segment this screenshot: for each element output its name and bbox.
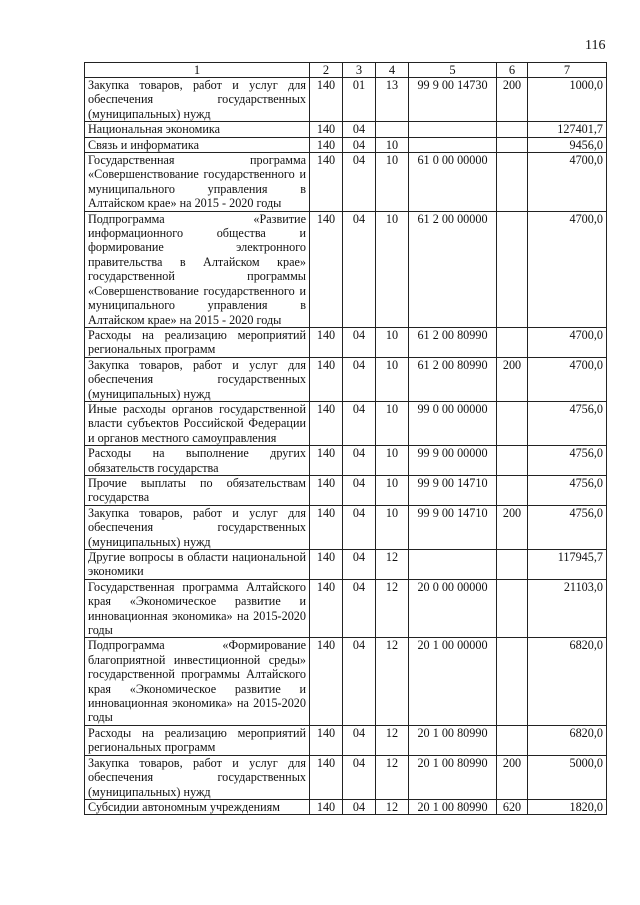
amount: 21103,0 [528, 579, 607, 638]
column-header: 4 [376, 63, 409, 78]
code-subsection: 10 [376, 153, 409, 212]
item-name: Связь и информатика [85, 137, 310, 152]
header-row [85, 63, 607, 78]
amount: 4756,0 [528, 446, 607, 476]
item-name: Расходы на выполнение других обязательств государства [85, 446, 310, 476]
code-ministry: 140 [310, 550, 343, 580]
code-ministry: 140 [310, 725, 343, 755]
code-section: 04 [343, 550, 376, 580]
table-row [85, 327, 607, 357]
code-ministry: 140 [310, 137, 343, 152]
code-subsection: 12 [376, 725, 409, 755]
column-header: 6 [497, 63, 528, 78]
table-row [85, 446, 607, 476]
code-section: 04 [343, 799, 376, 814]
code-target-article: 61 2 00 00000 [409, 211, 497, 327]
code-target-article [409, 137, 497, 152]
code-expense-type [497, 122, 528, 137]
code-ministry: 140 [310, 211, 343, 327]
code-subsection: 10 [376, 211, 409, 327]
amount: 4700,0 [528, 357, 607, 401]
code-expense-type: 200 [497, 755, 528, 799]
code-ministry: 140 [310, 579, 343, 638]
column-header: 2 [310, 63, 343, 78]
code-target-article: 20 1 00 00000 [409, 638, 497, 725]
code-section: 01 [343, 78, 376, 122]
code-expense-type [497, 725, 528, 755]
code-ministry: 140 [310, 446, 343, 476]
code-subsection: 10 [376, 475, 409, 505]
code-ministry: 140 [310, 475, 343, 505]
code-section: 04 [343, 211, 376, 327]
table-row [85, 78, 607, 122]
budget-table [84, 62, 607, 815]
amount: 4756,0 [528, 401, 607, 445]
table-row [85, 137, 607, 152]
item-name: Другие вопросы в области национальной экономики [85, 550, 310, 580]
code-section: 04 [343, 153, 376, 212]
table-row [85, 122, 607, 137]
code-section: 04 [343, 638, 376, 725]
code-expense-type [497, 638, 528, 725]
table-body [85, 78, 607, 815]
item-name: Закупка товаров, работ и услуг для обеспечения государственных (муниципальных) нужд [85, 357, 310, 401]
code-subsection: 10 [376, 357, 409, 401]
code-ministry: 140 [310, 755, 343, 799]
code-target-article: 99 0 00 00000 [409, 401, 497, 445]
item-name: Прочие выплаты по обязательствам государства [85, 475, 310, 505]
code-expense-type [497, 153, 528, 212]
code-section: 04 [343, 446, 376, 476]
item-name: Закупка товаров, работ и услуг для обеспечения государственных (муниципальных) нужд [85, 755, 310, 799]
code-section: 04 [343, 725, 376, 755]
code-subsection: 12 [376, 799, 409, 814]
amount: 117945,7 [528, 550, 607, 580]
code-expense-type [497, 579, 528, 638]
amount: 9456,0 [528, 137, 607, 152]
code-expense-type: 200 [497, 78, 528, 122]
code-target-article: 61 2 00 80990 [409, 357, 497, 401]
code-subsection: 10 [376, 446, 409, 476]
code-subsection: 10 [376, 505, 409, 549]
table-row [85, 755, 607, 799]
item-name: Закупка товаров, работ и услуг для обеспечения государственных (муниципальных) нужд [85, 505, 310, 549]
code-target-article: 20 1 00 80990 [409, 725, 497, 755]
column-header: 3 [343, 63, 376, 78]
amount: 6820,0 [528, 725, 607, 755]
code-section: 04 [343, 505, 376, 549]
table-row [85, 550, 607, 580]
code-target-article: 20 1 00 80990 [409, 799, 497, 814]
table-row [85, 638, 607, 725]
code-subsection: 12 [376, 579, 409, 638]
item-name: Закупка товаров, работ и услуг для обеспечения государственных (муниципальных) нужд [85, 78, 310, 122]
code-subsection: 10 [376, 137, 409, 152]
item-name: Государственная программа Алтайского края «Экономическое развитие и инновационная экономика» на 2015-2020 годы [85, 579, 310, 638]
code-target-article: 61 2 00 80990 [409, 327, 497, 357]
item-name: Подпрограмма «Развитие информационного общества и формирование электронного правительства в Алтайском крае» государственной программы «Совершенствование государственного и муниципального управления в Алтайском крае» на 2015 - 2020 годы [85, 211, 310, 327]
code-subsection: 12 [376, 755, 409, 799]
code-subsection: 12 [376, 550, 409, 580]
table-row [85, 579, 607, 638]
code-ministry: 140 [310, 357, 343, 401]
item-name: Иные расходы органов государственной власти субъектов Российской Федерации и органов местного самоуправления [85, 401, 310, 445]
code-section: 04 [343, 401, 376, 445]
code-expense-type [497, 475, 528, 505]
item-name: Национальная экономика [85, 122, 310, 137]
column-header: 7 [528, 63, 607, 78]
code-expense-type [497, 550, 528, 580]
code-target-article: 20 0 00 00000 [409, 579, 497, 638]
code-ministry: 140 [310, 122, 343, 137]
table-row [85, 725, 607, 755]
amount: 4700,0 [528, 327, 607, 357]
code-expense-type [497, 446, 528, 476]
code-target-article: 99 9 00 00000 [409, 446, 497, 476]
amount: 6820,0 [528, 638, 607, 725]
page-number: 116 [585, 38, 606, 53]
code-section: 04 [343, 475, 376, 505]
column-header: 5 [409, 63, 497, 78]
item-name: Подпрограмма «Формирование благоприятной инвестиционной среды» государственной программы Алтайского края «Экономическое развитие и инновационная экономика» на 2015-2020 годы [85, 638, 310, 725]
code-target-article: 20 1 00 80990 [409, 755, 497, 799]
table-row [85, 357, 607, 401]
code-subsection [376, 122, 409, 137]
code-section: 04 [343, 579, 376, 638]
code-expense-type: 620 [497, 799, 528, 814]
code-ministry: 140 [310, 799, 343, 814]
table-row [85, 475, 607, 505]
table-row [85, 505, 607, 549]
code-ministry: 140 [310, 505, 343, 549]
table-row [85, 211, 607, 327]
item-name: Расходы на реализацию мероприятий региональных программ [85, 327, 310, 357]
code-ministry: 140 [310, 638, 343, 725]
code-subsection: 13 [376, 78, 409, 122]
code-subsection: 12 [376, 638, 409, 725]
item-name: Расходы на реализацию мероприятий региональных программ [85, 725, 310, 755]
code-expense-type [497, 401, 528, 445]
amount: 127401,7 [528, 122, 607, 137]
code-target-article [409, 122, 497, 137]
amount: 4756,0 [528, 505, 607, 549]
code-ministry: 140 [310, 327, 343, 357]
code-ministry: 140 [310, 153, 343, 212]
code-expense-type [497, 211, 528, 327]
code-section: 04 [343, 755, 376, 799]
code-subsection: 10 [376, 401, 409, 445]
amount: 4700,0 [528, 153, 607, 212]
item-name: Государственная программа «Совершенствование государственного и муниципального управления в Алтайском крае» на 2015 - 2020 годы [85, 153, 310, 212]
code-section: 04 [343, 122, 376, 137]
code-target-article: 61 0 00 00000 [409, 153, 497, 212]
column-header: 1 [85, 63, 310, 78]
code-target-article: 99 9 00 14730 [409, 78, 497, 122]
code-ministry: 140 [310, 78, 343, 122]
code-expense-type [497, 327, 528, 357]
table-row [85, 153, 607, 212]
code-target-article: 99 9 00 14710 [409, 475, 497, 505]
amount: 4756,0 [528, 475, 607, 505]
code-subsection: 10 [376, 327, 409, 357]
table-row [85, 401, 607, 445]
amount: 1820,0 [528, 799, 607, 814]
amount: 1000,0 [528, 78, 607, 122]
item-name: Субсидии автономным учреждениям [85, 799, 310, 814]
code-section: 04 [343, 357, 376, 401]
code-ministry: 140 [310, 401, 343, 445]
code-section: 04 [343, 327, 376, 357]
code-section: 04 [343, 137, 376, 152]
table-row [85, 799, 607, 814]
code-target-article [409, 550, 497, 580]
code-target-article: 99 9 00 14710 [409, 505, 497, 549]
code-expense-type: 200 [497, 357, 528, 401]
code-expense-type: 200 [497, 505, 528, 549]
amount: 5000,0 [528, 755, 607, 799]
code-expense-type [497, 137, 528, 152]
amount: 4700,0 [528, 211, 607, 327]
